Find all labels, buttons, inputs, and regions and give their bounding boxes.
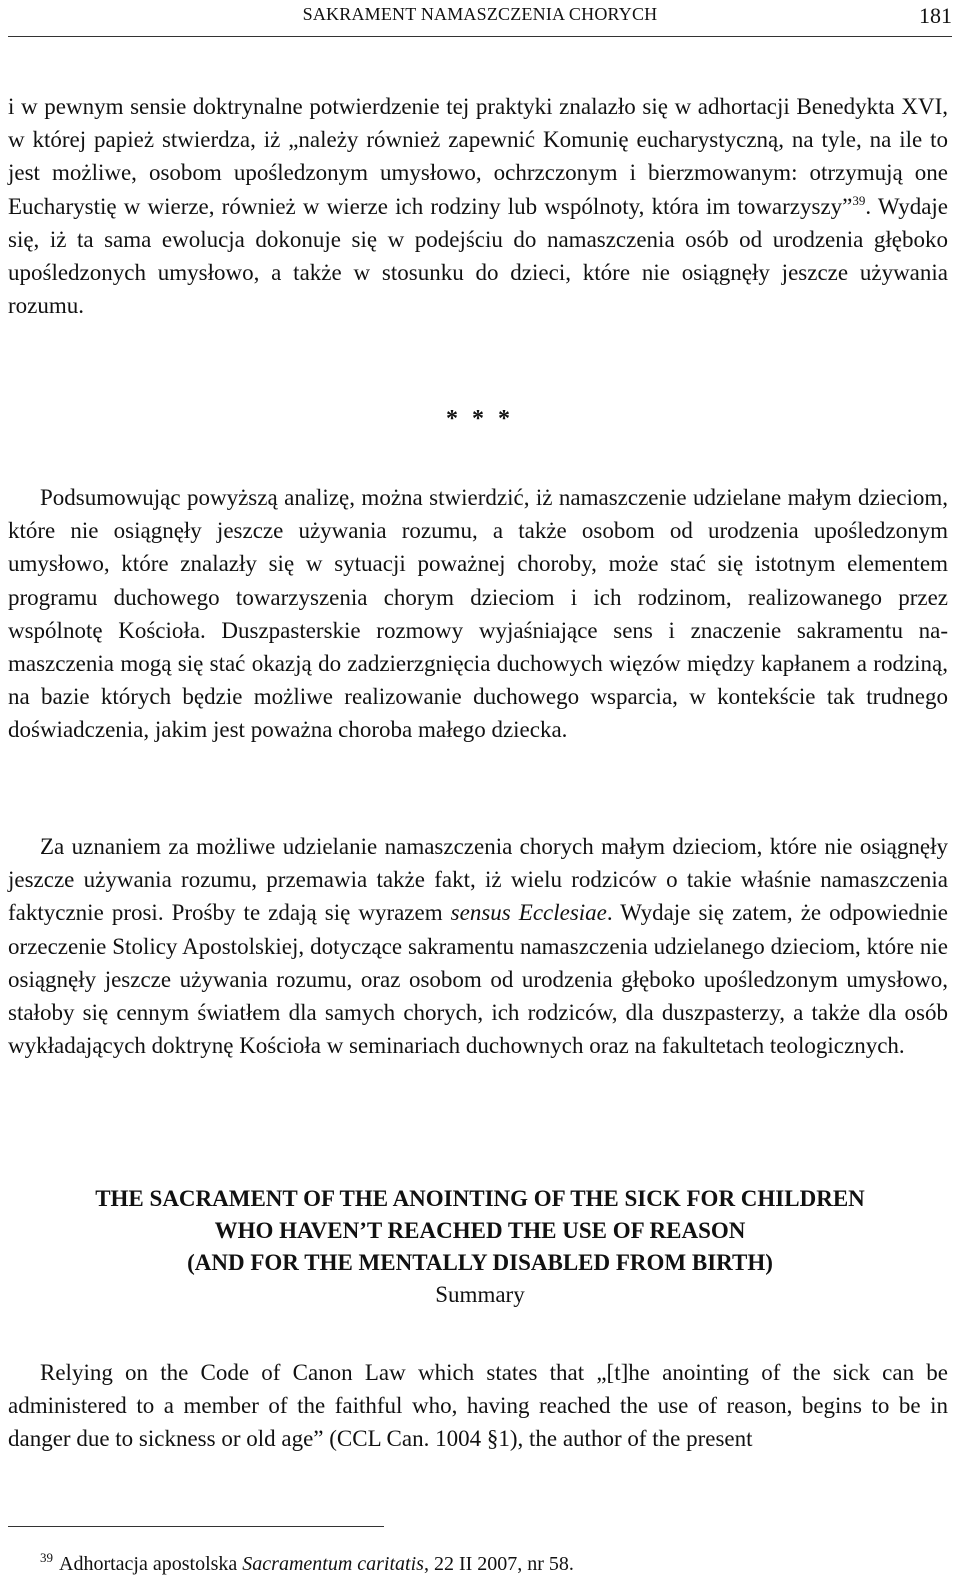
summary-paragraph [8,1356,948,1456]
summary-heading [0,1183,960,1311]
footnote-italic: Sacramentum caritatis [242,1553,424,1575]
summary-text: Relying on the Code of Canon Law which states that „[t]he anointing of the sick can be administered to a member of the faithful who, having reached the use of reason, begins to be in danger due to sickness or old age” (CCL Can. 1004 §1), the author of the present [8,1360,948,1452]
paragraph-1 [8,90,948,322]
running-head: SAKRAMENT NAMASZCZENIA CHORYCH [302,4,658,24]
paragraph-3-text-a: Za uznaniem za możliwe udzielanie namaszczenia chorych małym dzieciom, które nie osiągnęły jeszcze używania rozumu, przemawia także fakt, iż wielu rodziców o takie właśnie namaszczenia faktycznie prosi. Prośby te zdają się wyrazem [8,834,948,926]
paragraph-3-italic: sensus Ecclesiae [450,900,607,926]
section-separator: * * * [446,406,514,432]
summary-title-line-1: THE SACRAMENT OF THE ANOINTING OF THE SICK FOR CHILDREN [95,1186,865,1211]
paragraph-1-text-b: . Wydaje się, iż ta sama ewolucja dokonuje się w podejściu do namaszczenia osób od urodzenia głęboko upośledzonych umysłowo, a także w stosunku do dzieci, które nie osiągnęły jeszcze używania rozumu. [8,193,948,319]
page-number: 181 [919,3,952,28]
paragraph-3-text-b: . Wydaje się zatem, że odpowiednie orzeczenie Stolicy Apostolskiej, dotyczące sakramentu namaszczenia udzielanego dzieciom, które nie osiągnęły jeszcze używania rozumu, oraz osobom od urodzenia głęboko upośledzonym umysłowo, stałoby się cennym światłem dla samych chorych, ich rodziców, dla duszpasterzy, a także dla osób wykładających doktrynę Kościoła w seminariach duchownych oraz na fakultetach teologicznych. [8,900,948,1059]
footnote-reference[interactable]: 39 [852,192,866,208]
paragraph-2-text: Podsumowując powyższą analizę, można stwierdzić, iż namaszczenie udzielane małym dzieciom, które nie osiągnęły jeszcze używania rozumu, a także osobom od urodzenia upośledzonym umysłowo, które znalazły się w sytuacji poważnej choroby, może stać się istotnym elementem programu duchowego towarzyszenia chorym dzieciom i ich rodzinom, realizowanego przez wspólnotę Kościoła. Duszpasterskie rozmowy wyjaśniające sens i znaczenie sakramentu namaszczenia mogą się stać okazją do zadzierzgnięcia duchowych więzów między kapłanem a rodziną, na bazie których będzie możliwe realizowanie duchowego wsparcia, w kontekście tak trudnego doświadczenia, jakim jest poważna choroba małego dziecka. [8,485,948,743]
summary-title-line-2: WHO HAVEN’T REACHED THE USE OF REASON [214,1218,746,1243]
summary-label: Summary [435,1282,525,1307]
footnote-text-b: , 22 II 2007, nr 58. [423,1553,574,1575]
paragraph-1-text-a: i w pewnym sensie doktrynalne potwierdzenie tej praktyki znalazło się w adhortacji Benedykta XVI, w której papież stwierdza, iż „należy również zapewnić Komunię eucharystyczną, na tyle, na ile to jest możliwe, osobom upośledzonym umysłowo, ochrzczonym i bierzmowanym: otrzymują one Eucharystię w wierze, również w wierze ich rodziny lub wspólnoty, która im towarzyszy” [8,94,948,219]
summary-title-line-3: (AND FOR THE MENTALLY DISABLED FROM BIRTH) [187,1250,773,1275]
paragraph-2 [8,481,948,747]
paragraph-3 [8,830,948,1062]
page-header [0,0,960,40]
header-rule [8,36,952,37]
footnote-text-a: Adhortacja apostolska [59,1553,243,1575]
footnote-rule [8,1526,384,1527]
footnote [40,1545,574,1577]
footnote-number: 39 [40,1550,53,1565]
